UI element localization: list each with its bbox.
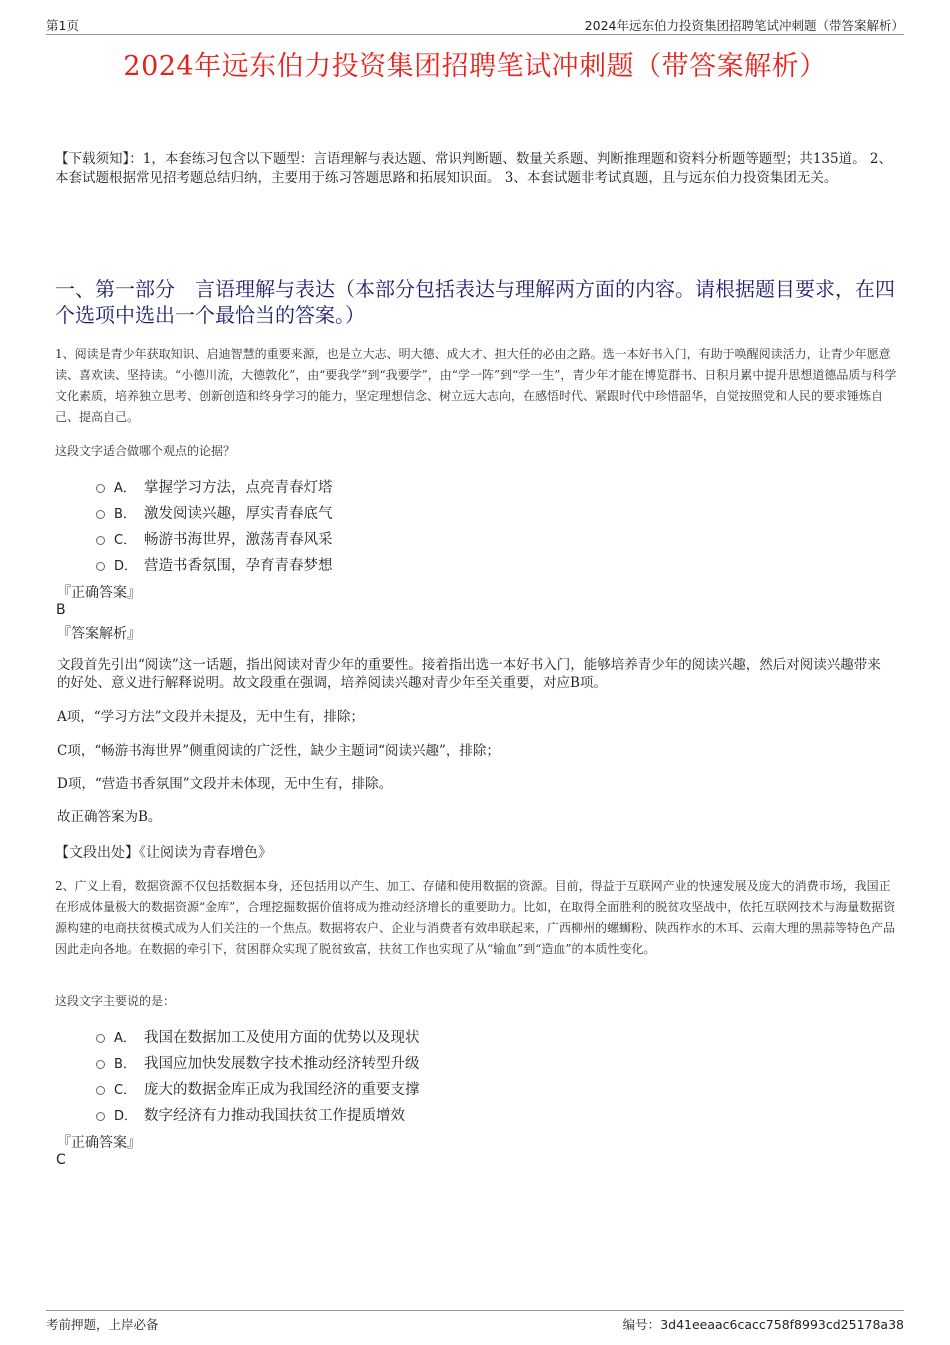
question-1-analysis-main: 文段首先引出“阅读”这一话题，指出阅读对青少年的重要性。接着指出选一本好书入门，能够培养青少年的阅读兴趣，然后对阅读兴趣带来的好处、意义进行解释说明。故文段重在强调，培养阅读兴趣对青少年至关重要，对应B项。 <box>57 657 881 691</box>
question-2-option-c[interactable]: C． 庞大的数据金库正成为我国经济的重要支撑 <box>96 1075 420 1101</box>
section-heading: 一、第一部分 言语理解与表达（本部分包括表达与理解两方面的内容。请根据题目要求，在四个选项中选出一个最恰当的答案。） <box>55 277 895 327</box>
question-2-option-b[interactable]: B． 我国应加快发展数字技术推动经济转型升级 <box>96 1049 420 1075</box>
radio-icon[interactable] <box>96 562 105 571</box>
question-1-answer: B <box>56 602 66 618</box>
radio-icon[interactable] <box>96 536 105 545</box>
page-header <box>46 14 904 35</box>
question-1-analysis-label: 『答案解析』 <box>57 626 141 642</box>
footer-slogan: 考前押题，上岸必备 <box>46 1317 159 1332</box>
page-footer <box>46 1310 904 1332</box>
question-1-analysis-a: A项，“学习方法”文段并未提及，无中生有，排除； <box>57 709 365 725</box>
download-notice: 【下载须知】：1，本套练习包含以下题型：言语理解与表达题、常识判断题、数量关系题、判断推理题和资料分析题等题型；共135道。 2、本套试题根据常见招考题总结归纳，主要用于练习答题思路和拓展知识面。 3、本套试题非考试真题，且与远东伯力投资集团无关。 <box>55 151 892 186</box>
question-2-option-d[interactable]: D． 数字经济有力推动我国扶贫工作提质增效 <box>96 1101 420 1127</box>
radio-icon[interactable] <box>96 1034 105 1043</box>
footer-code: 编号：3d41eeaac6cacc758f8993cd25178a38 <box>622 1317 904 1332</box>
page-number: 第1页 <box>46 18 79 33</box>
question-1-option-b[interactable]: B． 激发阅读兴趣，厚实青春底气 <box>96 499 333 525</box>
question-1-text: 1、阅读是青少年获取知识、启迪智慧的重要来源，也是立大志、明大德、成大才、担大任的必由之路。选一本好书入门，有助于唤醒阅读活力，让青少年愿意读、喜欢读、坚持读。“小德川流，大德敦化”，由“要我学”到“我要学”，由“学一阵”到“学一生”，青少年才能在博览群书、日积月累中提升思想道德品质与科学文化素质，培养独立思考、创新创造和终身学习的能力，坚定理想信念、树立远大志向，在感悟时代、紧跟时代中珍惜韶华，自觉按照党和人民的要求锤炼自己、提高自己。 <box>55 347 897 424</box>
question-2-option-a[interactable]: A． 我国在数据加工及使用方面的优势以及现状 <box>96 1023 420 1049</box>
question-1-option-a[interactable]: A． 掌握学习方法，点亮青春灯塔 <box>96 473 333 499</box>
question-2-text: 2、广义上看，数据资源不仅包括数据本身，还包括用以产生、加工、存储和使用数据的资源。目前，得益于互联网产业的快速发展及庞大的消费市场，我国正在形成体量极大的数据资源“金库”，合理挖掘数据价值将成为推动经济增长的重要助力。比如，在取得全面胜利的脱贫攻坚战中，依托互联网技术与海量数据资源构建的电商扶贫模式成为人们关注的一个焦点。数据将农户、企业与消费者有效串联起来，广西柳州的螺蛳粉、陕西柞水的木耳、云南大理的黑蒜等特色产品因此走向各地。在数据的牵引下，贫困群众实现了脱贫致富，扶贫工作也实现了从“输血”到“造血”的本质性变化。 <box>55 879 896 956</box>
question-2-options <box>96 1023 420 1127</box>
question-1-option-c[interactable]: C． 畅游书海世界，激荡青春风采 <box>96 525 333 551</box>
radio-icon[interactable] <box>96 510 105 519</box>
question-1-analysis-conclusion: 故正确答案为B。 <box>57 809 162 825</box>
question-1-answer-label: 『正确答案』 <box>57 585 141 601</box>
question-1-analysis-d: D项，“营造书香氛围”文段并未体现，无中生有，排除。 <box>57 776 393 792</box>
radio-icon[interactable] <box>96 1112 105 1121</box>
question-2-answer: C <box>56 1152 66 1168</box>
question-1-options <box>96 473 333 577</box>
question-2-prompt: 这段文字主要说的是： <box>55 994 176 1008</box>
radio-icon[interactable] <box>96 484 105 493</box>
question-2-answer-label: 『正确答案』 <box>57 1135 141 1151</box>
document-title: 2024年远东伯力投资集团招聘笔试冲刺题（带答案解析） <box>123 51 827 82</box>
question-1-prompt: 这段文字适合做哪个观点的论据？ <box>55 444 236 458</box>
question-1-source: 【文段出处】《让阅读为青春增色》 <box>55 845 272 861</box>
header-doc-title: 2024年远东伯力投资集团招聘笔试冲刺题（带答案解析） <box>584 18 904 33</box>
question-1-analysis-c: C项，“畅游书海世界”侧重阅读的广泛性，缺少主题词“阅读兴趣”，排除； <box>57 743 500 759</box>
radio-icon[interactable] <box>96 1060 105 1069</box>
question-1-option-d[interactable]: D． 营造书香氛围，孕育青春梦想 <box>96 551 333 577</box>
radio-icon[interactable] <box>96 1086 105 1095</box>
